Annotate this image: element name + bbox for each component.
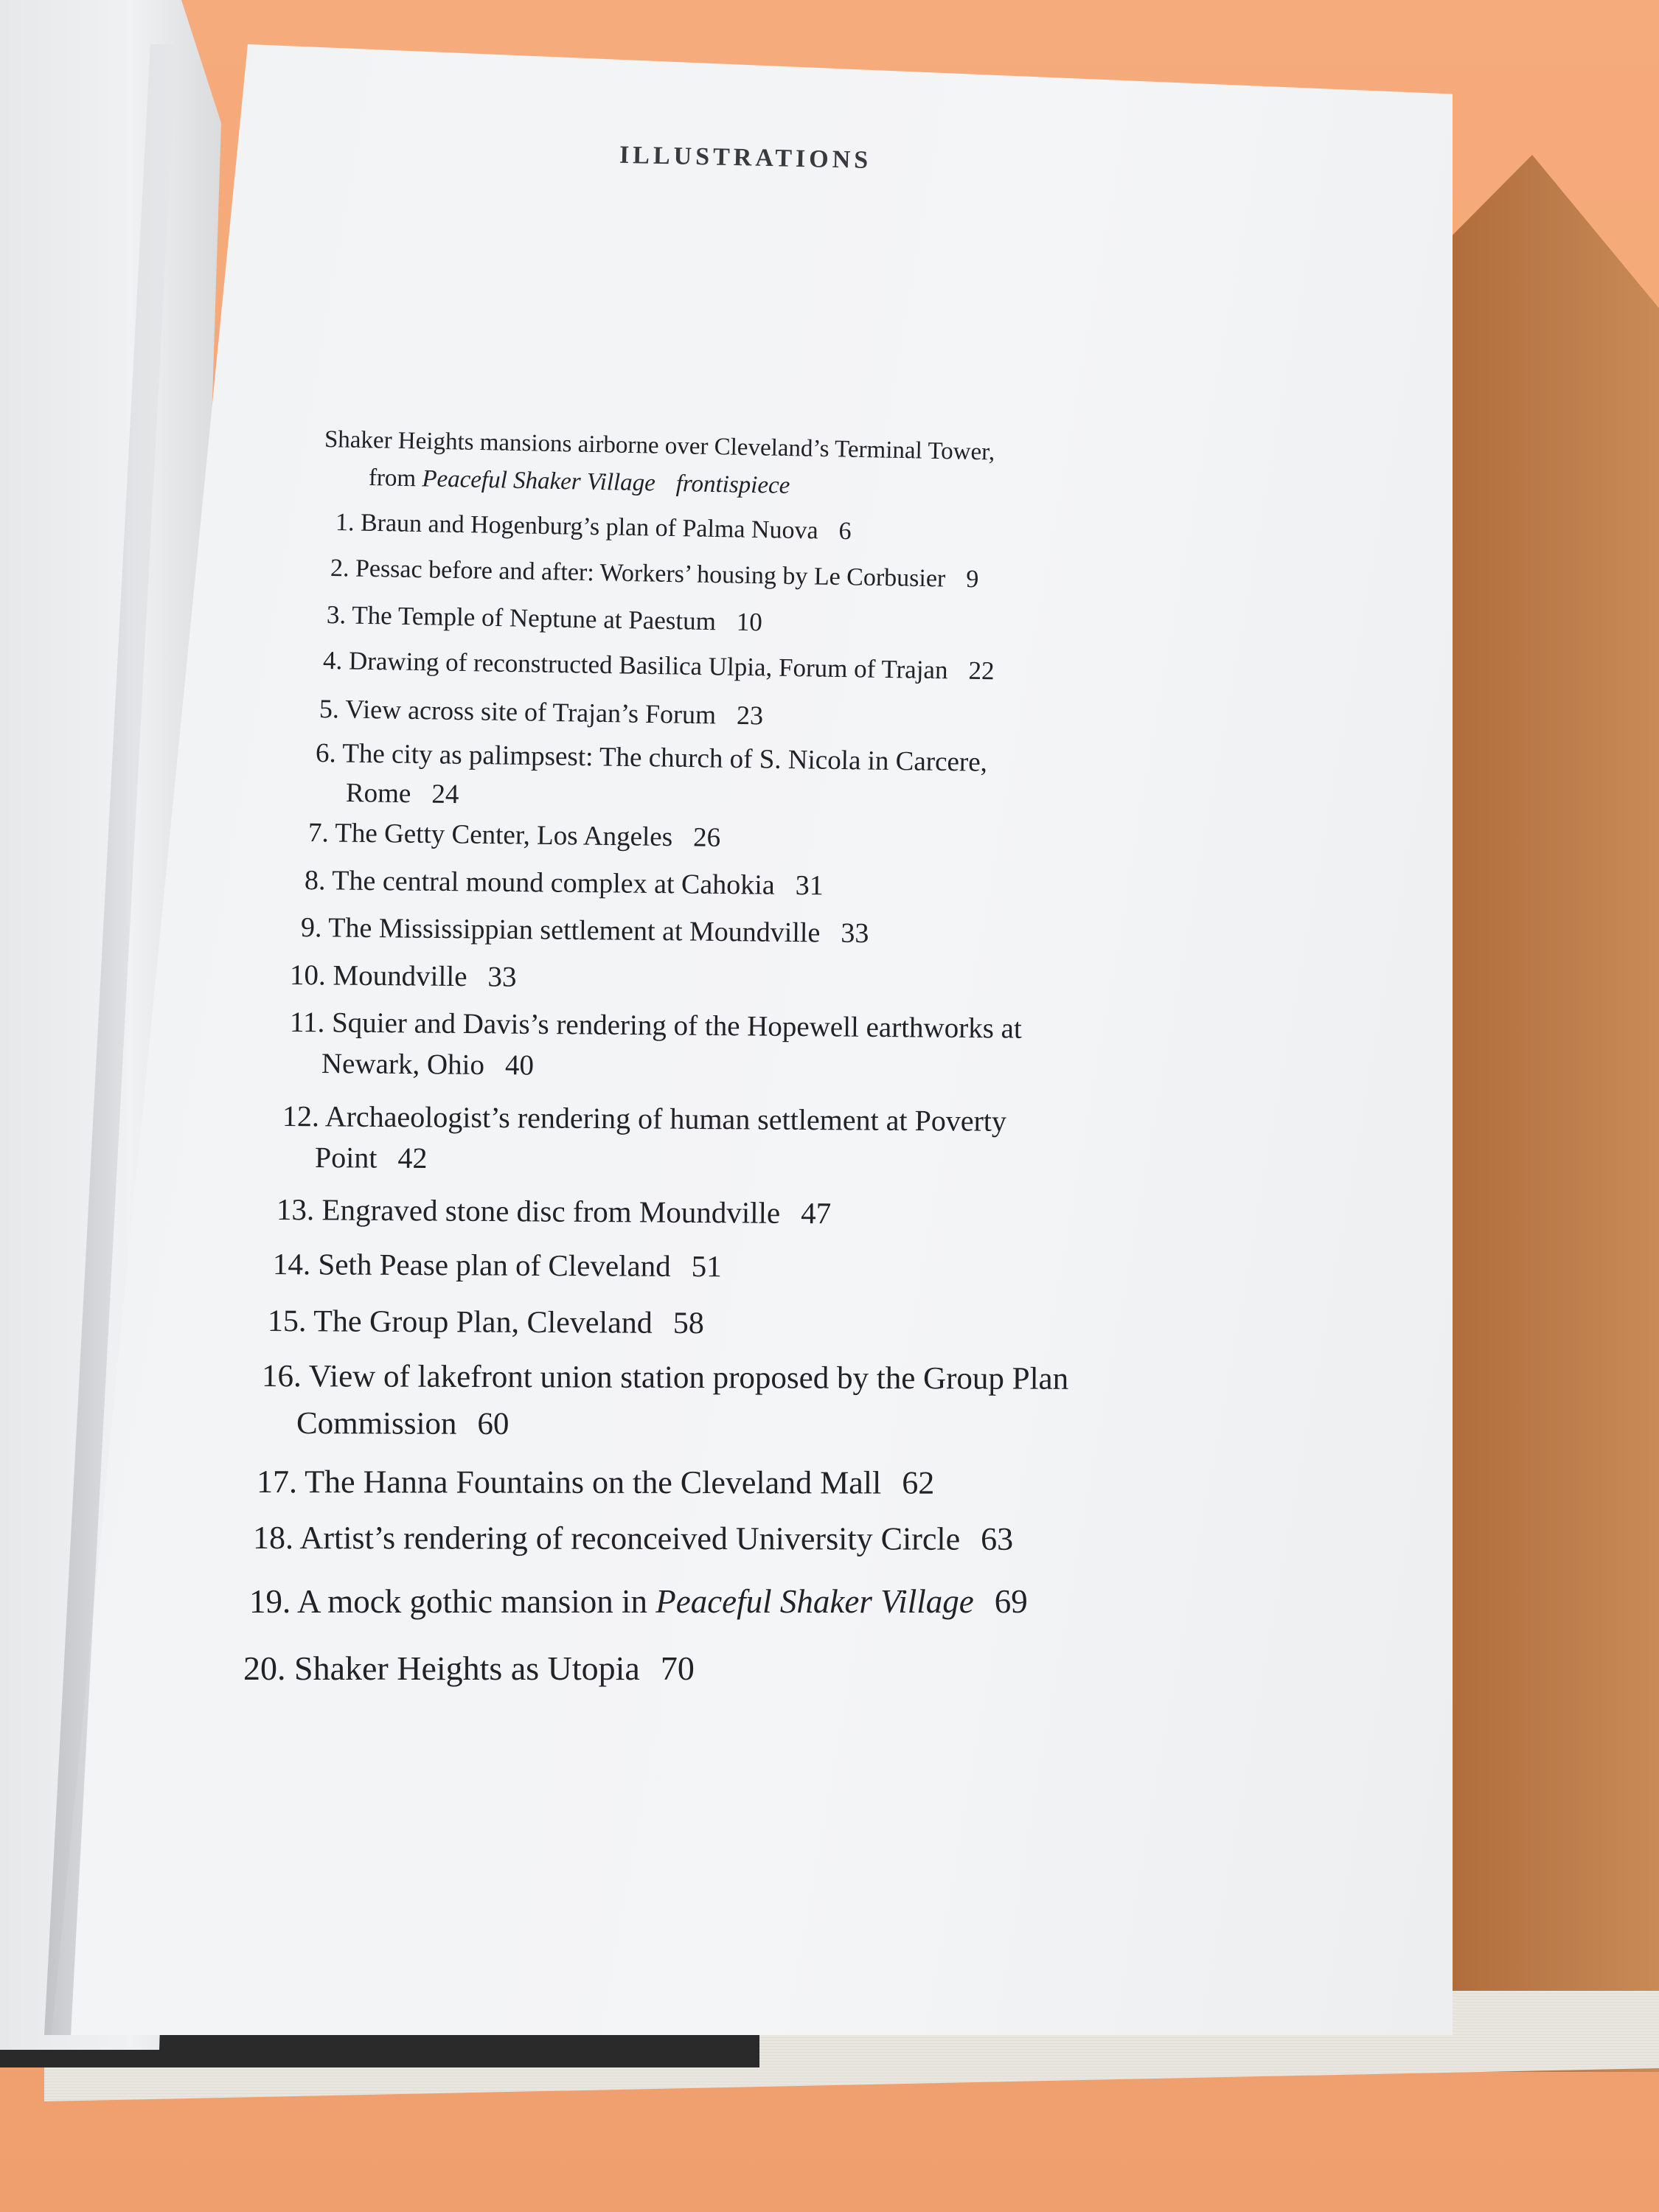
entry-title: The Mississippian settlement at Moundville [321,912,821,949]
page-heading: ILLUSTRATIONS [619,141,872,174]
entry-title: Archaeologist’s rendering of human settlement at Poverty [319,1099,1007,1138]
entry-title: Moundville [325,959,467,993]
frontispiece-prefix: from [368,465,422,493]
illustration-entry [273,1246,722,1284]
entry-title: Squier and Davis’s rendering of the Hopewell earthworks at [324,1006,1022,1045]
entry-number: 17. [256,1464,298,1500]
entry-title: A mock gothic mansion in [291,1583,656,1620]
entry-page-number: 6 [838,517,852,546]
entry-number: 11. [289,1006,325,1039]
entry-title: The Group Plan, Cleveland [306,1304,653,1340]
entry-title: The Hanna Fountains on the Cleveland Mall [296,1464,882,1501]
frontispiece-page: frontispiece [675,470,790,499]
entry-continuation [345,777,459,810]
entry-title: Seth Pease plan of Cleveland [310,1247,671,1283]
entry-title: Artist’s rendering of reconceived University Circle [293,1520,961,1557]
entry-page-number: 31 [795,869,824,902]
entry-page-number: 24 [431,779,459,810]
entry-page-number: 40 [504,1049,535,1082]
entry-title: View of lakefront union station proposed by the Group Plan [301,1359,1069,1397]
entry-number: 20. [243,1649,286,1687]
entry-number: 2. [330,554,349,582]
entry-page-number: 22 [968,655,995,686]
illustration-entry [276,1192,832,1231]
entry-title: Braun and Hogenburg’s plan of Palma Nuova [354,509,818,545]
entry-number: 8. [304,865,326,897]
entry-continuation-text: Newark, Ohio [321,1048,485,1081]
entry-continuation-text: Point [314,1141,378,1175]
entry-number: 1. [335,509,355,537]
entry-page-number: 60 [477,1406,509,1442]
illustration-entry [243,1649,695,1688]
illustration-entry [253,1519,1013,1558]
entry-page-number: 70 [660,1649,695,1687]
entry-title: The central mound complex at Cahokia [325,865,775,901]
entry-number: 6. [315,738,337,769]
entry-number: 7. [307,818,329,849]
entry-number: 5. [319,694,340,724]
entry-title: The Getty Center, Los Angeles [328,818,673,853]
entry-italic-title: Peaceful Shaker Village [655,1583,974,1620]
entry-title: Shaker Heights as Utopia [285,1649,640,1687]
entry-number: 19. [249,1583,291,1620]
entry-page-number: 33 [841,917,869,950]
illustration-entry [282,1099,1006,1138]
illustration-entry [301,911,869,950]
entry-page-number: 9 [965,566,979,594]
entry-continuation [315,1140,428,1175]
entry-number: 12. [282,1099,320,1133]
entry-continuation [296,1405,509,1442]
entry-page-number: 51 [691,1248,722,1284]
entry-page-number: 26 [692,822,721,853]
entry-number: 9. [300,912,322,944]
entry-number: 15. [267,1304,307,1339]
illustration-entry [305,864,824,902]
entry-page-number: 58 [672,1306,704,1341]
entry-number: 4. [322,646,343,675]
entry-title: View across site of Trajan’s Forum [338,694,717,730]
entry-continuation-text: Commission [296,1406,457,1441]
illustration-entry [257,1463,934,1502]
frontispiece-italic-title: Peaceful Shaker Village [422,465,656,497]
entry-page-number: 33 [487,961,517,993]
entry-page-number: 69 [994,1583,1028,1620]
illustration-entry [290,959,517,994]
entry-title: Engraved stone disc from Moundville [314,1192,781,1230]
entry-number: 3. [326,600,347,630]
entry-number: 14. [272,1247,311,1281]
entry-number: 10. [289,959,326,992]
entry-title: Pessac before and after: Workers’ housing by Le Corbusier [349,554,946,593]
entry-page-number: 62 [902,1464,935,1501]
entry-page-number: 63 [981,1520,1014,1557]
entry-page-number: 10 [736,607,763,637]
entry-title: The city as palimpsest: The church of S. Nicola in Carcere, [335,738,988,778]
entry-number: 13. [276,1192,315,1227]
entry-number: 18. [252,1520,294,1557]
entry-continuation [321,1047,534,1082]
illustration-entry [290,1006,1022,1046]
illustration-entry [268,1304,704,1341]
entry-continuation-text: Rome [345,778,411,810]
entry-page-number: 47 [801,1195,832,1231]
entry-page-number: 42 [397,1141,428,1175]
entry-title: The Temple of Neptune at Paestum [345,600,717,636]
frontispiece-text: Shaker Heights mansions airborne over Cleveland’s Terminal Tower, [324,426,995,466]
illustration-entry [308,817,721,854]
entry-number: 16. [261,1359,302,1394]
entry-page-number: 23 [736,700,764,731]
entry-title: Drawing of reconstructed Basilica Ulpia, Forum of Trajan [341,646,948,685]
illustration-entry [262,1358,1068,1397]
illustration-entry [249,1582,1028,1621]
